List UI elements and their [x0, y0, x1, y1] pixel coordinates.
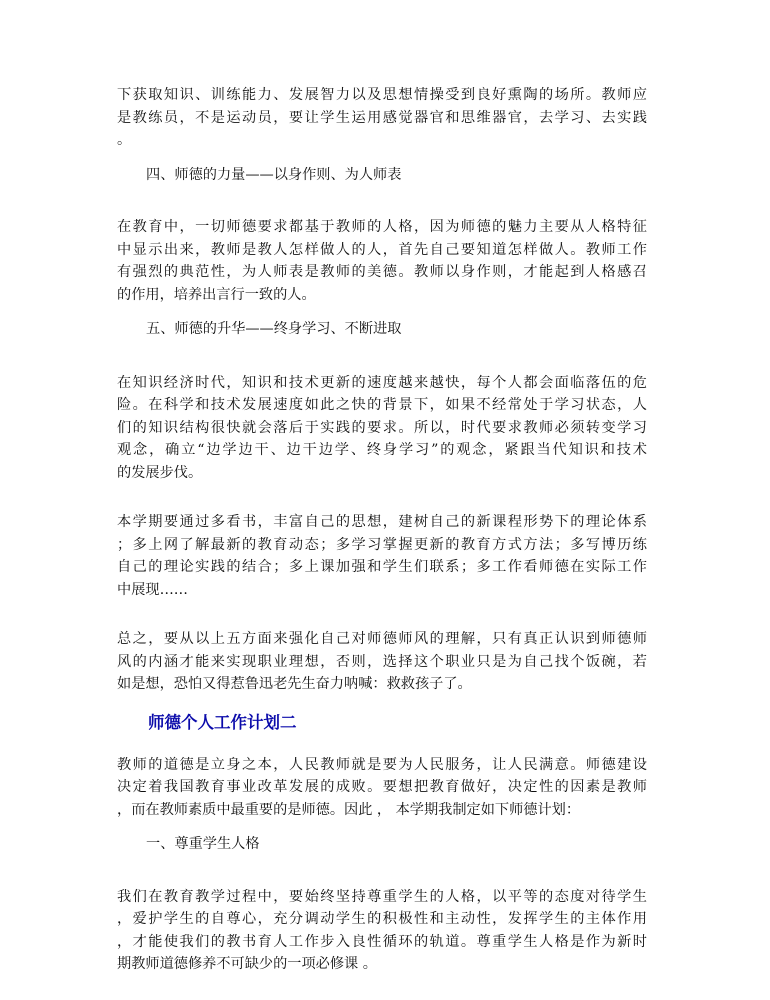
text-line: 中显示出来，教师是教人怎样做人的人，首先自己要知道怎样做人。教师工作	[117, 241, 647, 258]
paragraph-plan-intro	[117, 754, 647, 822]
text-line: ；多上网了解最新的教育动态；多学习掌握更新的教育方式方法；多写博历练	[117, 536, 647, 553]
text-line: ，才能使我们的教书育人工作步入良性循环的轨道。尊重学生人格是作为新时	[117, 933, 647, 950]
document-page	[117, 84, 647, 976]
text-line: 自己的理论实践的结合；多上课加强和学生们联系；多工作看师德在实际工作	[117, 559, 647, 575]
text-line: 我们在教育教学过程中，要始终坚持尊重学生的人格，以平等的态度对待学生	[117, 888, 647, 905]
text-line: 在教育中，一切师德要求都基于教师的人格，因为师德的魅力主要从人格特征	[117, 219, 647, 235]
text-line: 决定着我国教育事业改革发展的成败。要想把教育做好，决定性的因素是教师	[117, 779, 647, 795]
section-heading-5: 五、师德的升华——终身学习、不断进取	[146, 321, 402, 337]
text-line: 有强烈的典范性，为人师表是教师的美德。教师以身作则，才能起到人格感召	[117, 264, 647, 280]
text-line: ，爱护学生的自尊心，充分调动学生的积极性和主动性，发挥学生的主体作用	[117, 911, 647, 927]
section-heading-4: 四、师德的力量——以身作则、为人师表	[146, 166, 402, 183]
paragraph-intro	[117, 84, 647, 152]
text-line: 们的知识结构很快就会落后于实践的要求。所以，时代要求教师必须转变学习	[117, 419, 647, 436]
text-line: 下获取知识、训练能力、发展智力以及思想情操受到良好熏陶的场所。教师应	[117, 87, 647, 103]
text-line: 教师的道德是立身之本，人民教师就是要为人民服务，让人民满意。师德建设	[117, 756, 647, 773]
text-line: 的作用，培养出言行一致的人。	[117, 286, 316, 303]
paragraph-section-4	[117, 216, 647, 306]
paragraph-respect-students	[117, 886, 647, 976]
section-heading-1: 一、尊重学生人格	[146, 836, 260, 852]
text-line: 的发展步伐。	[117, 464, 203, 481]
text-line: 本学期要通过多看书，丰富自己的思想，建树自己的新课程形势下的理论体系	[117, 514, 647, 530]
text-line: 总之，要从以上五方面来强化自己对师德师风的理解，只有真正认识到师德师	[117, 631, 647, 647]
paragraph-section-5	[117, 372, 647, 485]
text-line: 中展现……	[117, 581, 188, 598]
paragraph-conclusion	[117, 628, 647, 696]
text-line: 。	[117, 132, 132, 148]
text-line: 是教练员，不是运动员，要让学生运用感觉器官和思维器官，去学习、去实践	[117, 109, 647, 126]
document-title: 师德个人工作计划二	[148, 712, 297, 732]
text-line: 观念，确立“边学边干、边干边学、终身学习”的观念，紧跟当代知识和技术	[117, 442, 647, 458]
text-line: 风的内涵才能来实现职业理想，否则，选择这个职业只是为自己找个饭碗，若	[117, 653, 647, 670]
text-line: 险。在科学和技术发展速度如此之快的背景下，如果不经常处于学习状态，人	[117, 397, 647, 413]
text-line: 如是想，恐怕又得惹鲁迅老先生奋力呐喊：救救孩子了。	[117, 676, 472, 692]
text-line: 期教师道德修养不可缺少的一项必修课 。	[117, 956, 377, 972]
text-line: ，而在教师素质中最重要的是师德。因此 ， 本学期我制定如下师德计划：	[117, 801, 581, 818]
paragraph-semester-plan	[117, 511, 647, 601]
text-line: 在知识经济时代，知识和技术更新的速度越来越快，每个人都会面临落伍的危	[117, 374, 647, 391]
